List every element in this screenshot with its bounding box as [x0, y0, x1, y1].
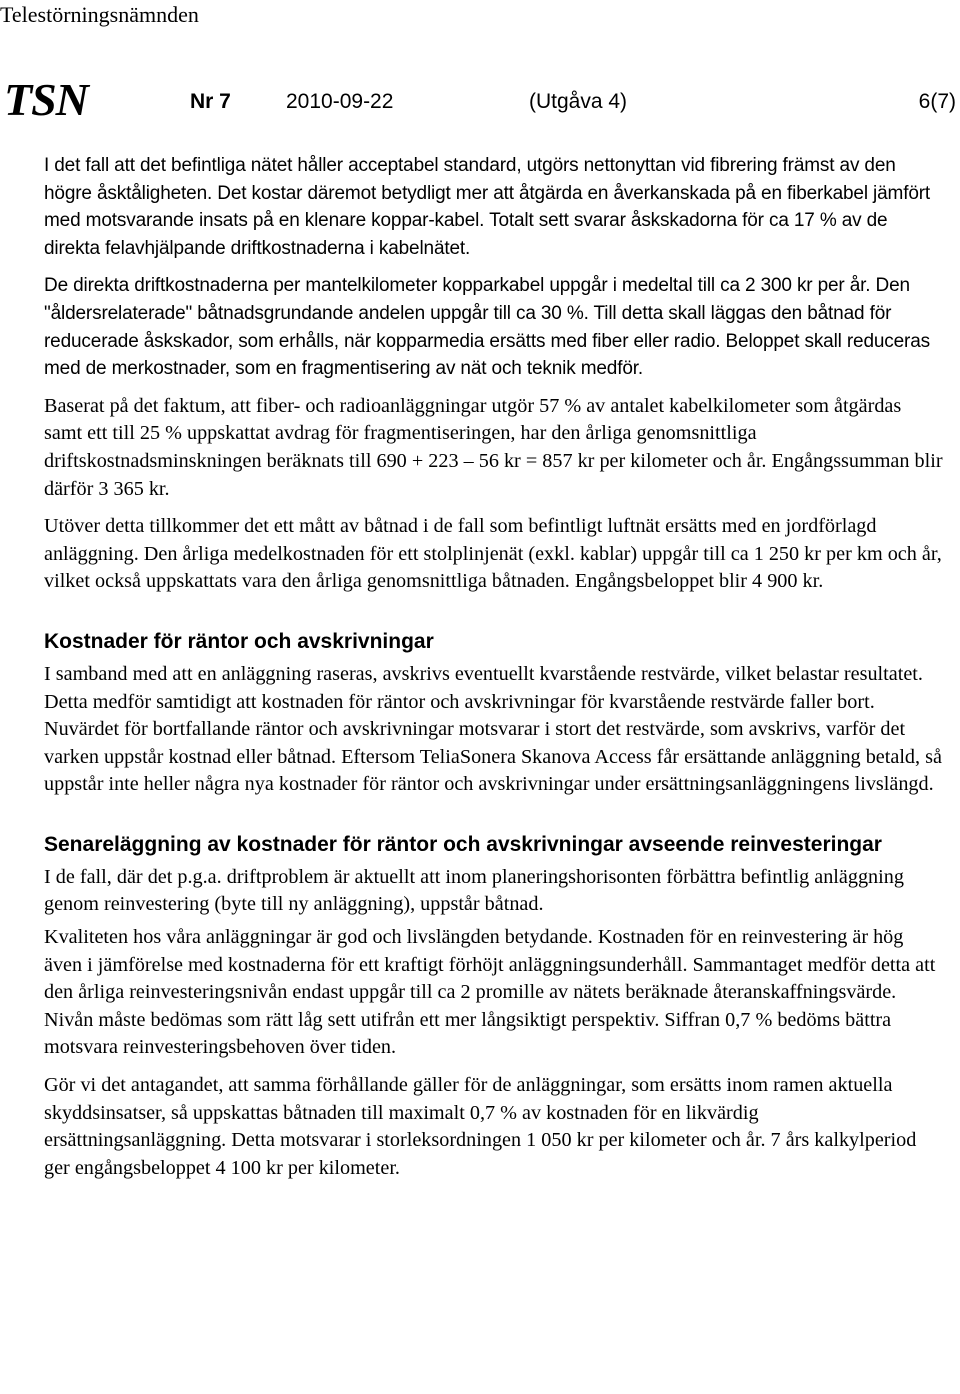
section-heading-rantor: Kostnader för räntor och avskrivningar [44, 629, 434, 653]
paragraph-kvaliteten: Kvaliteten hos våra anläggningar är god och livslängden betydande. Kostnaden för en reinvestering är hög även i jämförelse med kostnaderna för ett kraftigt förhöjt anläggningsunderhåll. Sammantaget medför detta att den årliga reinvesteringsnivån endast uppgår till ca 2 promille av nätets beräknade återanskaffningsvärde. Nivån måste bedömas som rätt låg sett utifrån ett mer långsiktigt perspektiv. Siffran 0,7 % bedöms bättra motsvara reinvesteringsbehoven över tiden. [44, 926, 936, 1059]
paragraph-fibrering: I det fall att det befintliga nätet håller acceptabel standard, utgörs nettonyttan vid fibrering främst av den högre åsktåligheten. Det kostar däremot betydligt mer att åtgärda en åverkanskada på en fiberkabel jämfört med motsvarande insats på en klenare koppar-kabel. Totalt sett svarar åskskadorna för ca 17 % av de direkta felavhjälpande driftkostnaderna i kabelnätet. [44, 155, 931, 259]
document-edition: (Utgåva 4) [529, 90, 628, 113]
document-body [44, 152, 944, 1192]
paragraph-faktum: Baserat på det faktum, att fiber- och radioanläggningar utgör 57 % av antalet kabelkilometer som åtgärdas samt ett till 25 % uppskattat avdrag för fragmentiseringen, har den årliga genomsnittliga driftskostnadsminskningen beräknats till 690 + 223 – 56 kr = 857 kr per kilometer och år. Engångssumman blir därför 3 365 kr. [44, 394, 943, 500]
page-number: 6(7) [918, 90, 956, 113]
paragraph-driftproblem: I de fall, där det p.g.a. driftproblem är aktuellt att inom planeringshorisonten förbättra befintlig anläggning genom reinvestering (byte till ny anläggning), uppstår båtnad. [44, 865, 904, 916]
paragraph-antagandet: Gör vi det antagandet, att samma förhållande gäller för de anläggningar, som ersätts inom ramen aktuella skyddsinsatser, så uppskattas båtnaden till maximalt 0,7 % av kostnaden för en likvärdig ersättningsanläggning. Detta motsvarar i storleksordningen 1 050 kr per kilometer och år. 7 års kalkylperiod ger engångsbeloppet 4 100 kr per kilometer. [44, 1074, 917, 1179]
paragraph-driftkostnader: De direkta driftkostnaderna per mantelkilometer kopparkabel uppgår i medeltal till ca 2 300 kr per år. Den "åldersrelaterade" båtnadsgrundande andelen uppgår till ca 30 %. Till detta skall läggas den båtnad för reducerade åskskador, som erhålls, när kopparmedia ersätts med fiber eller radio. Beloppet skall reduceras med de merkostnader, som en fragmentisering av nät och teknik medför. [44, 275, 930, 380]
paragraph-luftnat: Utöver detta tillkommer det ett mått av båtnad i de fall som befintligt luftnät ersätts med en jordförlagd anläggning. Den årliga medelkostnaden för ett stolplinjenät (exkl. kablar) uppgår till ca 1 250 kr per km och år, vilket också uppskattats vara den årliga genomsnittliga båtnaden. Engångsbeloppet blir 4 900 kr. [44, 515, 942, 593]
document-header [0, 72, 960, 128]
paragraph-samband: I samband med att en anläggning raseras, avskrivs eventuellt kvarstående restvärde, vilket belastar resultatet. Detta medför samtidigt att kostnaden för räntor och avskrivningar för kvarstående restvärde faller bort. Nuvärdet för bortfallande räntor och avskrivningar motsvarar i stort det restvärde, som avskrivs, varför det varken uppstår kostnad eller båtnad. Eftersom TeliaSonera Skanova Access får ersättande anläggning betald, så uppstår inte heller några nya kostnader för räntor och avskrivningar under ersättningsanläggningens livslängd. [44, 662, 942, 796]
document-date: 2010-09-22 [286, 90, 394, 113]
tsn-logo: TSN [4, 74, 88, 125]
section-heading-senarelaggning: Senareläggning av kostnader för räntor och avskrivningar avseende reinvesteringar [44, 832, 882, 856]
document-number: Nr 7 [190, 90, 231, 113]
organization-name: Telestörningsnämnden [0, 2, 199, 27]
